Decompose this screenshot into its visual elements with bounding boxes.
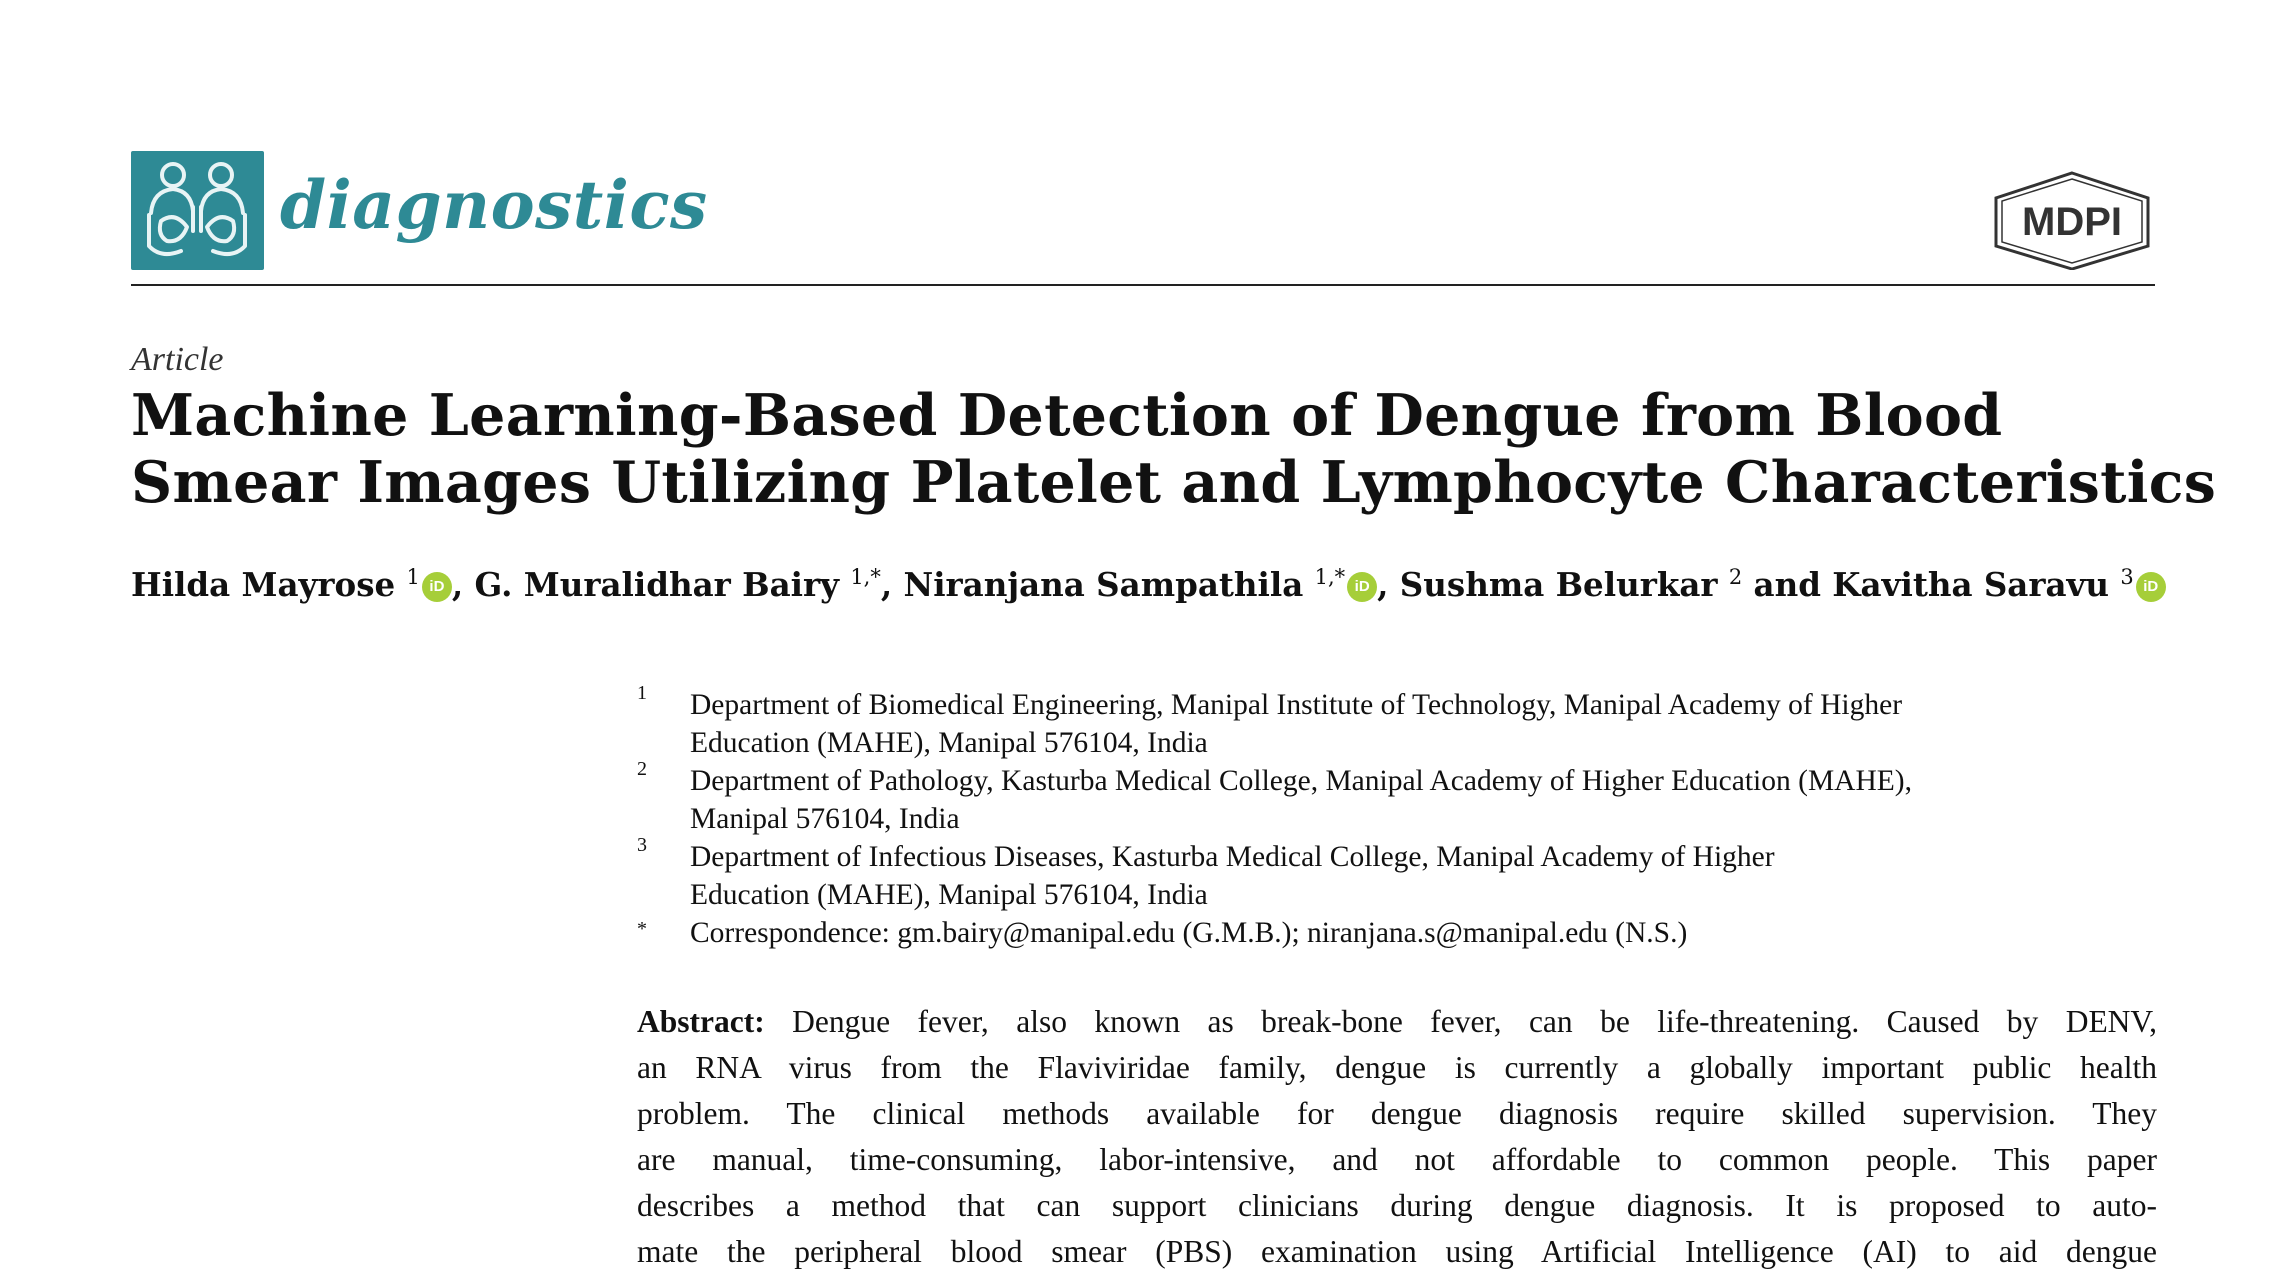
abstract-label: Abstract: <box>637 1004 765 1039</box>
author-affil-marker: 1 <box>406 565 420 589</box>
affiliation-text: Education (MAHE), Manipal 576104, India <box>690 727 1208 759</box>
journal-logo-icon <box>131 151 264 270</box>
abstract-line: describes a method that can support clinicians during dengue diagnosis. It is proposed to auto- <box>637 1188 2157 1223</box>
publisher-logo <box>1990 170 2155 270</box>
abstract-line: are manual, time-consuming, labor-intensive, and not affordable to common people. This paper <box>637 1142 2157 1177</box>
author-list <box>131 563 2191 607</box>
affiliation-marker: 3 <box>637 834 647 856</box>
header-rule <box>131 284 2155 286</box>
correspondence-text[interactable]: Correspondence: gm.bairy@manipal.edu (G.M.B.); niranjana.s@manipal.edu (N.S.) <box>690 917 1688 949</box>
author-affil-marker: 2 <box>1728 565 1743 589</box>
affiliation-text: Department of Infectious Diseases, Kasturba Medical College, Manipal Academy of Higher <box>690 841 1775 873</box>
affiliation-text: Manipal 576104, India <box>690 803 960 835</box>
affiliation-text: Department of Biomedical Engineering, Manipal Institute of Technology, Manipal Academy of Higher <box>690 689 1903 721</box>
mdpi-hexagon-icon <box>1990 170 2155 270</box>
abstract-line: mate the peripheral blood smear (PBS) examination using Artificial Intelligence (AI) to aid dengue <box>637 1234 2157 1269</box>
affiliation-text: Department of Pathology, Kasturba Medical College, Manipal Academy of Higher Education (MAHE), <box>690 765 1913 797</box>
affiliation-marker: 2 <box>637 758 647 780</box>
abstract-text: Dengue fever, also known as break-bone fever, can be life-threatening. Caused by DENV, <box>764 1004 2157 1039</box>
title-line: Smear Images Utilizing Platelet and Lymphocyte Characteristics <box>131 449 2217 516</box>
author-name[interactable]: Niranjana Sampathila <box>903 565 1304 604</box>
author-separator: and <box>1742 565 1833 604</box>
title-line: Machine Learning-Based Detection of Dengue from Blood <box>131 382 2003 449</box>
abstract-line: problem. The clinical methods available for dengue diagnosis require skilled supervision. They <box>637 1096 2157 1131</box>
affiliation-item <box>637 914 2197 952</box>
orcid-icon[interactable]: iD <box>2136 572 2166 602</box>
abstract <box>637 999 2157 1275</box>
affiliation-item <box>637 682 2197 762</box>
author-separator: , <box>1377 565 1400 604</box>
author-affil-marker: 3 <box>2120 565 2134 589</box>
affiliation-text: Education (MAHE), Manipal 576104, India <box>690 879 1208 911</box>
affiliation-marker: 1 <box>637 682 647 704</box>
article-type: Article <box>131 341 224 378</box>
affiliations <box>637 682 2197 952</box>
publisher-name: MDPI <box>2022 200 2122 244</box>
author-affil-marker: 1,* <box>850 565 881 589</box>
orcid-icon[interactable]: iD <box>1347 572 1377 602</box>
author-affil-marker: 1,* <box>1314 565 1346 589</box>
author-name[interactable]: Sushma Belurkar <box>1399 565 1718 604</box>
correspondence-marker: * <box>637 918 647 940</box>
affiliation-item <box>637 758 2197 838</box>
author-name[interactable]: Kavitha Saravu <box>1832 565 2110 604</box>
orcid-icon[interactable]: iD <box>422 572 452 602</box>
author-name[interactable]: G. Muralidhar Bairy <box>474 565 839 604</box>
author-separator: , <box>880 565 904 604</box>
article-title <box>131 382 2217 516</box>
author-name[interactable]: Hilda Mayrose <box>131 565 396 604</box>
abstract-line <box>637 999 2157 1045</box>
abstract-line: an RNA virus from the Flaviviridae family, dengue is currently a globally important public health <box>637 1050 2157 1085</box>
journal-name: diagnostics <box>280 166 708 244</box>
affiliation-item <box>637 834 2197 914</box>
author-separator: , <box>451 565 475 604</box>
journal-logo <box>131 151 264 270</box>
